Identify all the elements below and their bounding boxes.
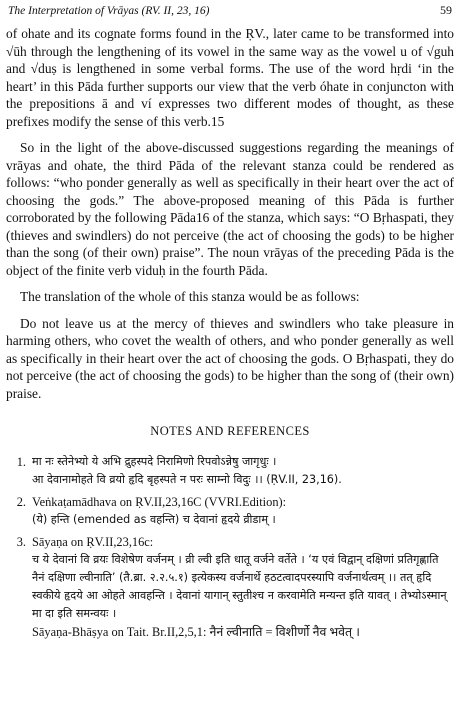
note-content bbox=[32, 533, 454, 641]
note-item bbox=[6, 453, 454, 489]
note-content bbox=[32, 493, 454, 529]
page-number: 59 bbox=[440, 3, 452, 17]
paragraph: Do not leave us at the mercy of thieves and swindlers who take pleasure in harming others, who covet the wealth of others, and who ponder generally as well as specifically in their heart over the act of choosing the gods. O Bṛhaspati, they do not perceive (the act of choosing the gods) to be higher than the song of (their own) praise. bbox=[6, 315, 454, 401]
running-head-title: The Interpretation of Vrāyas (RV. II, 23, 16) bbox=[8, 5, 210, 17]
notes-heading: NOTES AND REFERENCES bbox=[150, 424, 310, 438]
running-head bbox=[6, 0, 454, 25]
note-line: मा नः स्तेनेभ्यो ये अभि द्रुहस्पदे निरामिणो रिपवोऽन्नेषु जागृधुः । bbox=[32, 455, 277, 468]
note-line: Sāyaṇa-Bhāṣya on Tait. Br.II,2,5,1: नैनं ल्वीनाति = विशीर्णो नैव भवेत् । bbox=[32, 625, 360, 639]
body-text bbox=[6, 25, 454, 402]
note-line: Sāyaṇa on ṚV.II,23,16c: bbox=[32, 535, 154, 549]
note-item bbox=[6, 493, 454, 529]
note-number: 2. bbox=[16, 495, 26, 509]
note-content bbox=[32, 453, 454, 489]
note-line: (ये) हन्ति (emended as वहन्ति) च देवानां हृदये व्रीडाम् । bbox=[32, 513, 276, 526]
note-number: 1. bbox=[16, 455, 26, 469]
note-item bbox=[6, 533, 454, 641]
note-line: च ये देवानां वि व्रयः विशेषेण वर्जनम् । व्री ल्वी इति धातू वर्जने वर्तेते । ‘य एवं विद्वान् दक्षिणां प्रतिगृह्णाति नैनं दक्षिणा ल्वीनाति’ (तै.ब्रा. २.२.५.१) इत्येकस्य वर्जनार्थे हठटत्वादपरस्यापि वर्जनार्थत्वम् ।। तत् हृदि स्वकीये हृदये आ ओहते आवहन्ति । देवानां यागान् स्तुतीश्च न करवामेति मन्यन्त इति यावत् । तेभ्योऽस्मान् मा दा इति समन्वयः । bbox=[32, 553, 447, 620]
notes-list bbox=[6, 453, 454, 641]
paragraph: of ohate and its cognate forms found in the ṚV., later came to be transformed into √ūh through the lengthening of its vowel in the same way as the vowel u of √guh and √duṣ is lengthened in some verbal forms. The use of the word hṛdi ‘in the heart’ in this Pāda further supports our view that the verb óhate in conjuncton with the prepositions ā and ví expresses two different modes of thought, as these prefixes modify the sense of this verb.15 bbox=[6, 26, 454, 129]
paragraph: The translation of the whole of this stanza would be as follows: bbox=[20, 289, 360, 304]
note-line: आ देवानामोहते वि व्रयो हृदि बृहस्पते न परः साम्नो विदुः ।। (ṚV.II, 23,16). bbox=[32, 473, 342, 486]
note-number: 3. bbox=[16, 535, 26, 549]
paragraph: So in the light of the above-discussed suggestions regarding the meanings of vrāyas and ohate, the third Pāda of the relevant stanza could be rendered as follows: “who ponder generally as well as specifically in their heart over the act of choosing the gods.” The above-proposed meaning of this Pāda is further corroborated by the following Pāda16 of the stanza, which says: “O Bṛhaspati, they (thieves and swindlers) do not perceive (the act of choosing the gods) to be higher than the song (of their own) praise”. The noun vrāyas of the preceding Pāda is the object of the finite verb viduḥ in the fourth Pāda. bbox=[6, 140, 454, 278]
note-line: Veṅkaṭamādhava on ṚV.II,23,16C (VVRI.Edition): bbox=[32, 495, 287, 509]
